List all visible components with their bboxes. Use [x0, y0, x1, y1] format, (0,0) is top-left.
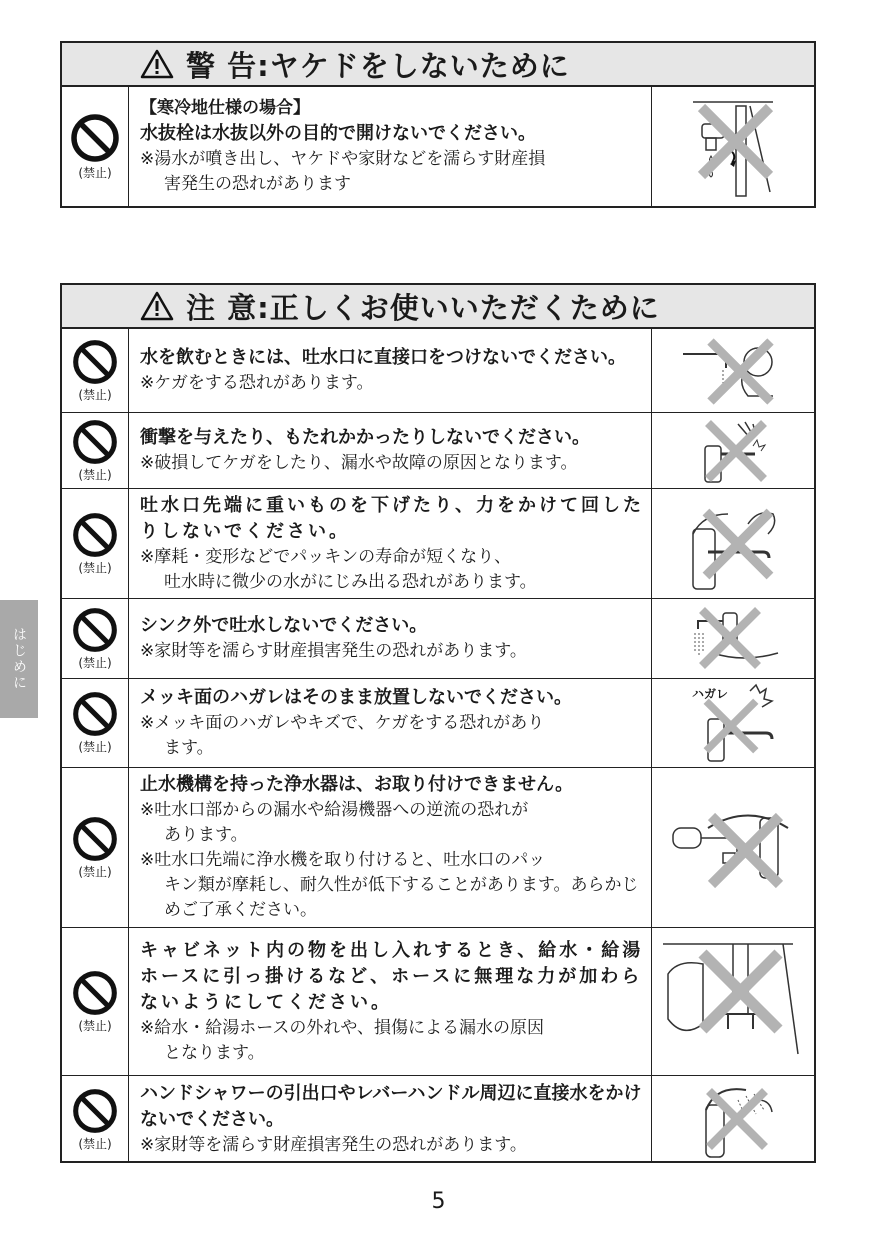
prohibit-cell: [62, 599, 129, 678]
caution-note: [140, 798, 645, 848]
illustration-cell: [652, 599, 814, 678]
note-continuation: 害発生の恐れがあります: [164, 174, 351, 194]
prohibit-cell: [62, 768, 129, 927]
warning-row: [62, 87, 814, 206]
prohibit-cell: [62, 1076, 129, 1163]
peeling-label: ハガレ: [692, 687, 729, 701]
illustration-cell: [652, 87, 814, 206]
warning-text: [129, 87, 652, 206]
caution-row: [62, 489, 814, 599]
caution-header: [62, 285, 814, 329]
illustration-cell: [652, 928, 814, 1075]
warning-note: [140, 147, 645, 197]
water-purifier-x-icon: [668, 798, 798, 898]
caution-note: [140, 639, 645, 664]
note-continuation: ます。: [164, 738, 214, 758]
caution-text: [129, 1076, 652, 1163]
caution-text: [129, 599, 652, 678]
caution-triangle-icon: [140, 291, 174, 321]
caution-instruction: ハンドシャワーの引出口やレバーハンドル周辺に直接水をかけないでください。: [140, 1083, 642, 1130]
note-line: ※メッキ面のハガレやキズで、ケガをする恐れがあり: [140, 713, 545, 733]
caution-box: [60, 283, 816, 1163]
caution-instruction: 水を飲むときには、吐水口に直接口をつけないでください。: [140, 347, 626, 368]
warning-title: 警 告:ヤケドをしないために: [186, 48, 570, 83]
note-continuation: キン類が摩耗し、耐久性が低下することがあります。あらかじめご了承ください。: [164, 875, 639, 920]
prohibit-label: (禁止): [78, 387, 112, 402]
impact-faucet-x-icon: [683, 416, 783, 486]
illustration-cell: [652, 1076, 814, 1163]
illustration-cell: [652, 329, 814, 412]
illustration-cell: [652, 768, 814, 927]
caution-note: [140, 848, 645, 923]
illustration-cell: [652, 679, 814, 767]
prohibit-cell: [62, 87, 129, 206]
prohibit-icon: [70, 113, 120, 163]
prohibit-label: (禁止): [78, 740, 112, 754]
caution-text: [129, 329, 652, 412]
prohibit-icon: [72, 512, 118, 558]
hanging-weight-x-icon: [678, 494, 788, 594]
caution-text: [129, 413, 652, 488]
caution-row: [62, 329, 814, 413]
prohibit-icon: [72, 970, 118, 1016]
prohibit-cell: [62, 329, 129, 412]
note-line: ※破損してケガをしたり、漏水や故障の原因となります。: [140, 453, 578, 473]
note-line: ※ケガをする恐れがあります。: [140, 373, 374, 393]
caution-row: [62, 679, 814, 768]
prohibit-label: (禁止): [78, 1018, 112, 1033]
note-line: ※給水・給湯ホースの外れや、損傷による漏水の原因: [140, 1017, 545, 1038]
note-line: ※家財等を濡らす財産損害発生の恐れがあります。: [140, 1135, 527, 1155]
caution-instruction: キャビネット内の物を出し入れするとき、給水・給湯ホースに引っ掛けるなど、ホースに無理な力が加わらないようにしてください。: [140, 939, 644, 1013]
caution-note: [140, 451, 645, 476]
prohibit-icon: [72, 816, 118, 862]
cabinet-hose-x-icon: [658, 934, 808, 1069]
note-line: ※摩耗・変形などでパッキンの寿命が短くなり、: [140, 546, 512, 567]
caution-text: [129, 768, 652, 927]
caution-note: [140, 711, 645, 761]
illustration-cell: [652, 413, 814, 488]
caution-note: [140, 545, 645, 595]
caution-row: [62, 1076, 814, 1163]
prohibit-cell: [62, 489, 129, 598]
prohibit-label: (禁止): [78, 655, 112, 670]
note-line: ※家財等を濡らす財産損害発生の恐れがあります。: [140, 641, 527, 661]
prohibit-label: (禁止): [78, 560, 112, 575]
caution-row: [62, 599, 814, 679]
note-line: ※湯水が噴き出し、ヤケドや家財などを濡らす財産損: [140, 149, 546, 169]
caution-text: [129, 928, 652, 1075]
drinking-faucet-x-icon: [678, 332, 788, 410]
prohibit-cell: [62, 679, 129, 767]
caution-row: [62, 928, 814, 1076]
cold-region-heading: 【寒冷地仕様の場合】: [140, 98, 310, 118]
prohibit-label: (禁止): [78, 1136, 112, 1151]
caution-row: [62, 413, 814, 489]
caution-note: [140, 1133, 645, 1158]
prohibit-icon: [72, 1088, 118, 1134]
warning-box: [60, 41, 816, 208]
caution-instruction: 止水機構を持った浄水器は、お取り付けできません。: [140, 774, 574, 795]
warning-header: [62, 43, 814, 87]
prohibit-label: (禁止): [78, 165, 112, 180]
prohibit-icon: [72, 607, 118, 653]
caution-title: 注 意:正しくお使いいただくために: [186, 290, 660, 325]
outside-sink-x-icon: [683, 603, 783, 675]
caution-text: [129, 489, 652, 598]
prohibit-icon: [72, 691, 118, 737]
note-continuation: 吐水時に微少の水がにじみ出る恐れがあります。: [164, 571, 537, 592]
splash-lever-x-icon: [688, 1080, 778, 1160]
page-number: 5: [431, 1189, 446, 1214]
note-line: ※吐水口先端に浄水機を取り付けると、吐水口のパッ: [140, 850, 546, 870]
caution-instruction: シンク外で吐水しないでください。: [140, 615, 428, 636]
caution-note: [140, 1016, 645, 1066]
caution-row: [62, 768, 814, 928]
drain-valve-x-icon: [678, 94, 788, 199]
prohibit-cell: [62, 928, 129, 1075]
note-line: ※吐水口部からの漏水や給湯機器への逆流の恐れが: [140, 800, 529, 820]
caution-note: [140, 371, 645, 396]
prohibit-cell: [62, 413, 129, 488]
prohibit-icon: [72, 419, 118, 465]
caution-instruction: 吐水口先端に重いものを下げたり、力をかけて回したりしないでください。: [140, 494, 644, 542]
illustration-cell: [652, 489, 814, 598]
caution-text: [129, 679, 652, 767]
prohibit-label: (禁止): [78, 864, 112, 879]
prohibit-label: (禁止): [78, 467, 112, 482]
warning-instruction: 水抜栓は水抜以外の目的で開けないでください。: [140, 123, 536, 144]
prohibit-icon: [72, 339, 118, 385]
note-continuation: となります。: [164, 1042, 265, 1063]
warning-triangle-icon: [140, 49, 174, 79]
section-side-tab[interactable]: はじめに: [0, 600, 38, 718]
caution-instruction: 衝撃を与えたり、もたれかかったりしないでください。: [140, 427, 590, 448]
caution-instruction: メッキ面のハガレはそのまま放置しないでください。: [140, 687, 572, 708]
note-continuation: あります。: [164, 825, 248, 845]
